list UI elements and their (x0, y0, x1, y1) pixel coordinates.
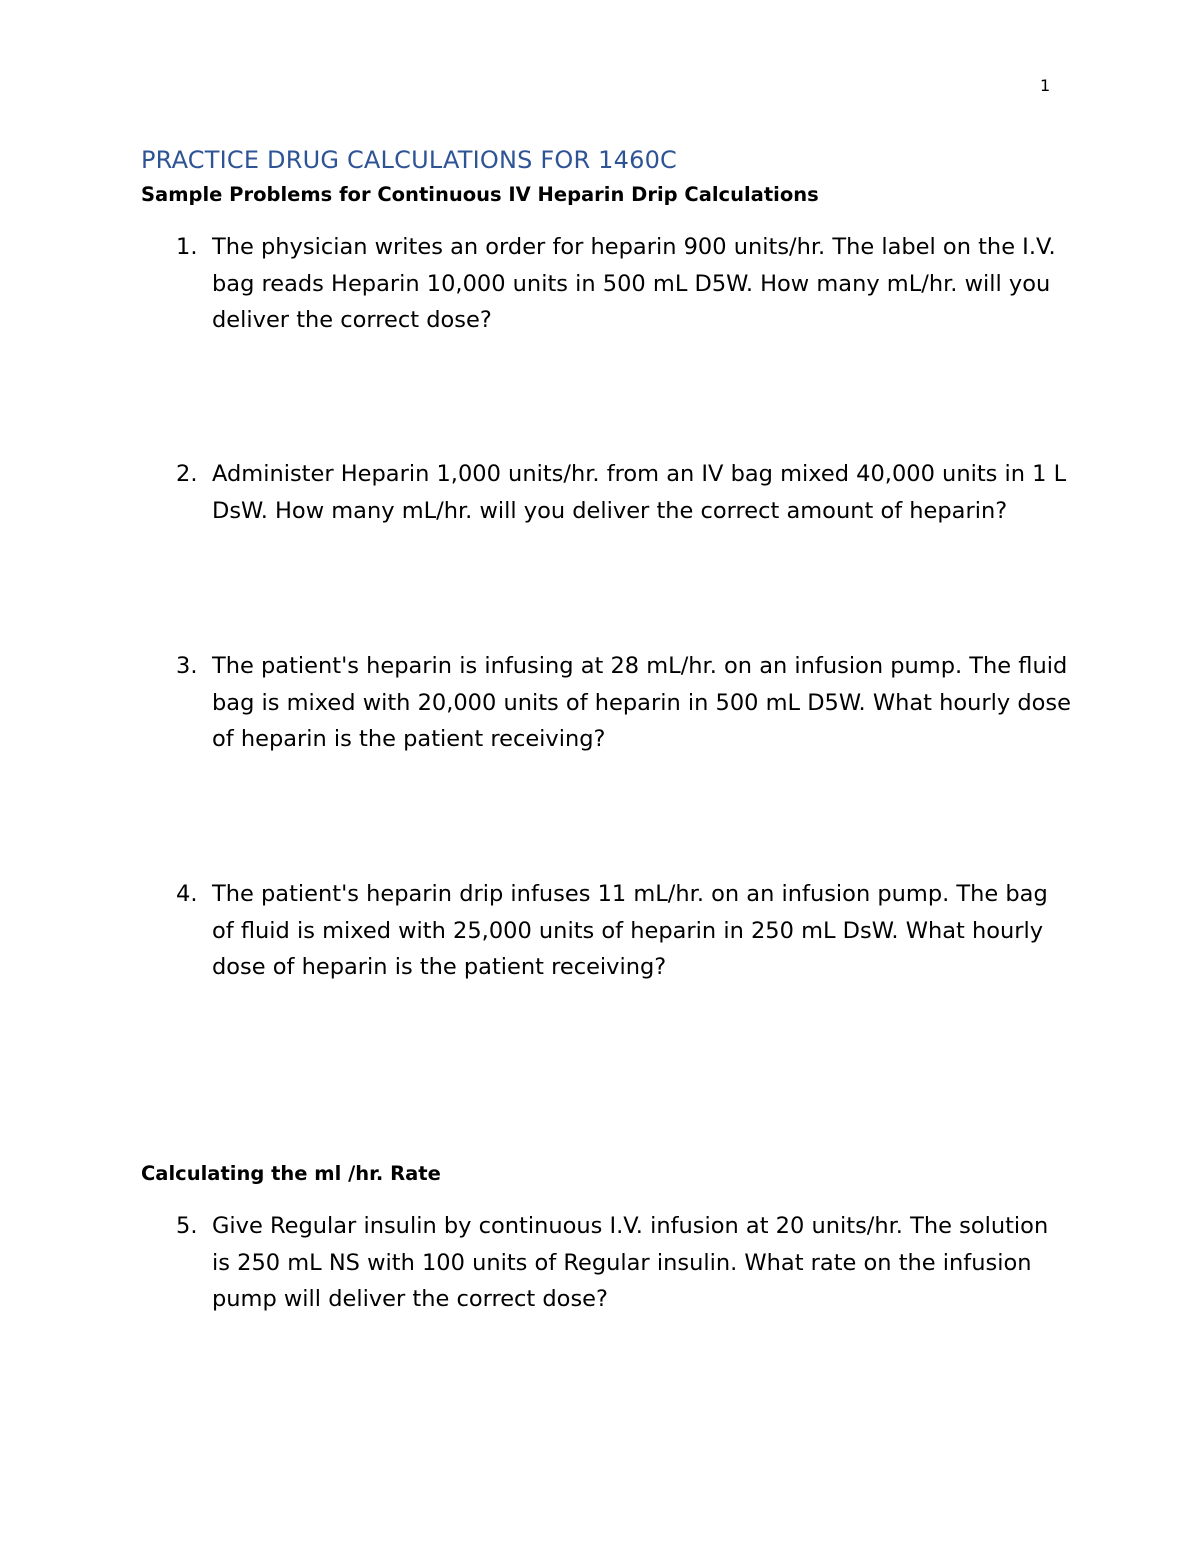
document-title: PRACTICE DRUG CALCULATIONS FOR 1460C (141, 146, 677, 174)
problem-item (141, 876, 1071, 986)
problem-number: 2. (176, 461, 198, 487)
problem-text: The patient's heparin is infusing at 28 mL/hr. on an infusion pump. The fluid bag is mixed with 20,000 units of heparin in 500 mL D5W. What hourly dose of heparin is the patient receiving? (212, 653, 1071, 752)
problem-text: The patient's heparin drip infuses 11 mL/hr. on an infusion pump. The bag of fluid is mixed with 25,000 units of heparin in 250 mL DsW. What hourly dose of heparin is the patient receiving? (212, 881, 1048, 980)
section-heading-heparin: Sample Problems for Continuous IV Heparin Drip Calculations (141, 183, 819, 206)
problem-number: 5. (176, 1213, 198, 1239)
problem-text: The physician writes an order for heparin 900 units/hr. The label on the I.V. bag reads Heparin 10,000 units in 500 mL D5W. How many mL/hr. will you deliver the correct dose? (212, 234, 1056, 333)
problem-item (141, 648, 1071, 758)
problem-number: 1. (176, 234, 198, 260)
problem-number: 3. (176, 653, 198, 679)
problem-item (141, 456, 1071, 529)
problem-item (141, 229, 1071, 339)
problem-text: Give Regular insulin by continuous I.V. infusion at 20 units/hr. The solution is 250 mL NS with 100 units of Regular insulin. What rate on the infusion pump will deliver the correct dose? (212, 1213, 1049, 1312)
problem-number: 4. (176, 881, 198, 907)
problem-item (141, 1208, 1071, 1318)
problem-text: Administer Heparin 1,000 units/hr. from an IV bag mixed 40,000 units in 1 L DsW. How many mL/hr. will you deliver the correct amount of heparin? (212, 461, 1067, 524)
page-number: 1 (1040, 76, 1051, 95)
section-heading-rate: Calculating the ml /hr. Rate (141, 1162, 441, 1185)
